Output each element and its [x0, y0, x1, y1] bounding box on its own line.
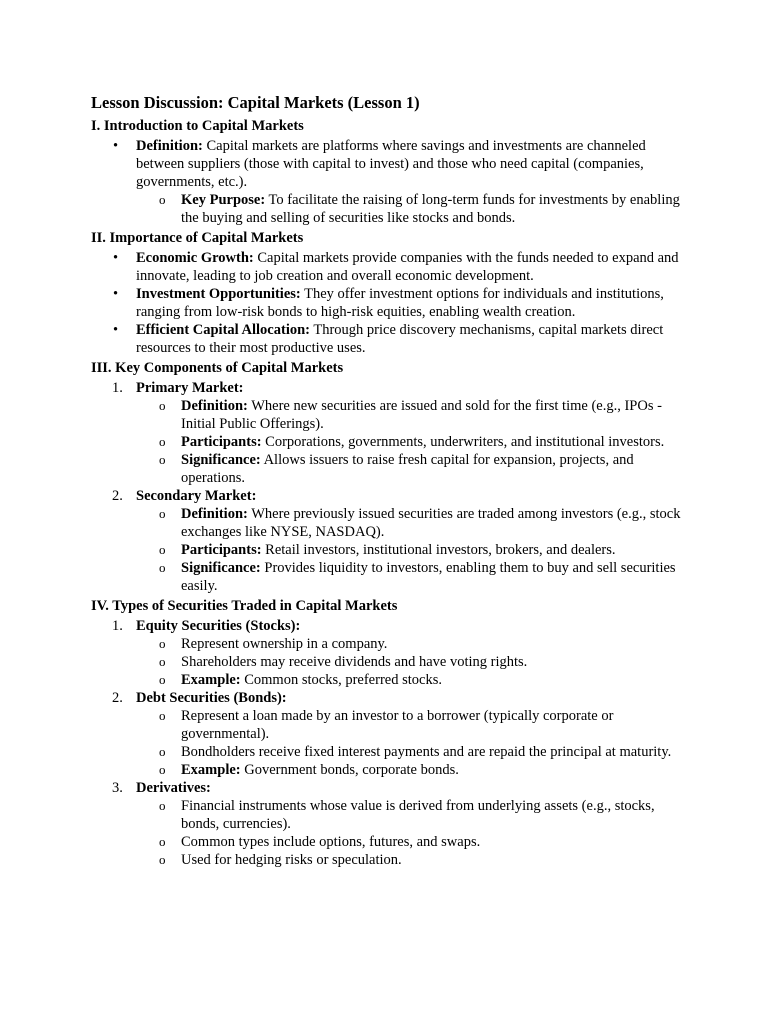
item-label: Primary Market: [136, 380, 244, 396]
item-body [181, 672, 442, 688]
item-body [181, 654, 527, 670]
item-body [136, 690, 287, 706]
item-body [181, 798, 655, 832]
bullet-icon: o [159, 798, 166, 813]
item-label: Definition: [181, 506, 248, 522]
item-label: Secondary Market: [136, 488, 257, 504]
item-text: Where previously issued securities are traded among investors (e.g., stock exchanges like NYSE, NASDAQ). [181, 506, 681, 540]
section-heading: II. Importance of Capital Markets [91, 230, 304, 246]
list-number: 1. [112, 618, 123, 634]
list-item [91, 321, 691, 357]
item-text: Provides liquidity to investors, enabling them to buy and sell securities easily. [181, 560, 676, 594]
item-label: Example: [181, 762, 241, 778]
list-item [91, 285, 691, 321]
item-text: Represent ownership in a company. [181, 636, 388, 652]
item-label: Equity Securities (Stocks): [136, 618, 301, 634]
item-body [181, 506, 680, 540]
bullet-icon: • [113, 286, 119, 302]
bullet-icon: o [159, 192, 166, 207]
sub-list-item [91, 451, 691, 487]
item-body [181, 852, 402, 868]
item-text: Allows issuers to raise fresh capital for expansion, projects, and operations. [181, 452, 634, 486]
sub-list-item [91, 743, 691, 761]
item-label: Debt Securities (Bonds): [136, 690, 287, 706]
item-body [181, 636, 387, 652]
list-number: 3. [112, 780, 123, 796]
sub-list-item [91, 833, 691, 851]
item-body [181, 434, 664, 450]
item-text: To facilitate the raising of long-term funds for investments by enabling the buying and selling of securities like stocks and bonds. [181, 192, 680, 226]
item-body [181, 708, 613, 742]
bullet-icon: o [159, 708, 166, 723]
sub-list-item [91, 851, 691, 869]
item-body [181, 560, 676, 594]
item-text: Government bonds, corporate bonds. [240, 762, 459, 778]
sub-list-item [91, 635, 691, 653]
item-text: Retail investors, institutional investors, brokers, and dealers. [261, 542, 616, 558]
item-label: Participants: [181, 542, 262, 558]
item-body [181, 744, 671, 760]
item-label: Example: [181, 672, 241, 688]
item-text: Used for hedging risks or speculation. [181, 852, 402, 868]
sub-list-item [91, 797, 691, 833]
sub-list-item [91, 653, 691, 671]
document-body [91, 93, 691, 871]
item-body [181, 542, 616, 558]
item-body [136, 286, 664, 320]
item-text: Bondholders receive fixed interest payments and are repaid the principal at maturity. [181, 744, 672, 760]
list-item [91, 379, 691, 397]
bullet-icon: o [159, 560, 166, 575]
bullet-icon: o [159, 672, 166, 687]
bullet-icon: o [159, 542, 166, 557]
sub-list-item [91, 433, 691, 451]
list-item [91, 137, 691, 191]
sections-container [91, 117, 691, 871]
item-body [136, 618, 300, 634]
bullet-icon: o [159, 762, 166, 777]
sub-list-item [91, 541, 691, 559]
item-label: Definition: [181, 398, 248, 414]
item-body [136, 250, 679, 284]
section [91, 359, 691, 597]
sub-list-item [91, 707, 691, 743]
item-text: Common stocks, preferred stocks. [240, 672, 442, 688]
list-number: 2. [112, 690, 123, 706]
sub-list-item [91, 559, 691, 595]
item-body [136, 488, 256, 504]
item-body [181, 452, 634, 486]
item-text: Corporations, governments, underwriters, and institutional investors. [261, 434, 665, 450]
list-number: 1. [112, 380, 123, 396]
section-heading: I. Introduction to Capital Markets [91, 118, 304, 134]
item-text: Capital markets are platforms where savings and investments are channeled between suppliers (those with capital to invest) and those who need capital (companies, governments, etc.). [136, 138, 646, 190]
bullet-icon: o [159, 398, 166, 413]
item-text: Represent a loan made by an investor to a borrower (typically corporate or governmental). [181, 708, 614, 742]
item-label: Efficient Capital Allocation: [136, 322, 310, 338]
item-text: Shareholders may receive dividends and have voting rights. [181, 654, 528, 670]
item-text: Where new securities are issued and sold for the first time (e.g., IPOs - Initial Public Offerings). [181, 398, 662, 432]
item-label: Economic Growth: [136, 250, 254, 266]
sub-list-item [91, 671, 691, 689]
item-label: Significance: [181, 452, 261, 468]
item-body [136, 322, 663, 356]
item-body [181, 834, 480, 850]
section [91, 597, 691, 871]
item-text: Common types include options, futures, and swaps. [181, 834, 481, 850]
item-body [181, 192, 680, 226]
item-body [136, 780, 211, 796]
item-body [136, 380, 244, 396]
bullet-icon: o [159, 452, 166, 467]
list-item [91, 689, 691, 707]
section-heading: IV. Types of Securities Traded in Capital Markets [91, 598, 398, 614]
list-item [91, 487, 691, 505]
bullet-icon: o [159, 654, 166, 669]
item-label: Investment Opportunities: [136, 286, 301, 302]
sub-list-item [91, 191, 691, 227]
bullet-icon: o [159, 636, 166, 651]
item-text: They offer investment options for individuals and institutions, ranging from low-risk bonds to high-risk equities, enabling wealth creation. [136, 286, 664, 320]
bullet-icon: o [159, 834, 166, 849]
bullet-icon: o [159, 434, 166, 449]
item-label: Definition: [136, 138, 203, 154]
bullet-icon: • [113, 322, 119, 338]
item-label: Significance: [181, 560, 261, 576]
list-item [91, 779, 691, 797]
item-label: Key Purpose: [181, 192, 266, 208]
item-text: Financial instruments whose value is derived from underlying assets (e.g., stocks, bonds, currencies). [181, 798, 655, 832]
bullet-icon: o [159, 744, 166, 759]
page-title: Lesson Discussion: Capital Markets (Lesson 1) [91, 93, 420, 112]
item-label: Participants: [181, 434, 262, 450]
sub-list-item [91, 505, 691, 541]
list-number: 2. [112, 488, 123, 504]
item-body [181, 398, 662, 432]
section-spacer [91, 869, 691, 871]
sub-list-item [91, 761, 691, 779]
section [91, 117, 691, 229]
sub-list-item [91, 397, 691, 433]
section [91, 229, 691, 359]
bullet-icon: o [159, 852, 166, 867]
item-body [181, 762, 459, 778]
bullet-icon: o [159, 506, 166, 521]
bullet-icon: • [113, 250, 119, 266]
item-body [136, 138, 646, 190]
item-text: Through price discovery mechanisms, capital markets direct resources to their most productive uses. [136, 322, 664, 356]
section-heading: III. Key Components of Capital Markets [91, 360, 344, 376]
item-text: Capital markets provide companies with the funds needed to expand and innovate, leading to job creation and overall economic development. [136, 250, 679, 284]
bullet-icon: • [113, 138, 119, 154]
list-item [91, 249, 691, 285]
item-label: Derivatives: [136, 780, 211, 796]
list-item [91, 617, 691, 635]
